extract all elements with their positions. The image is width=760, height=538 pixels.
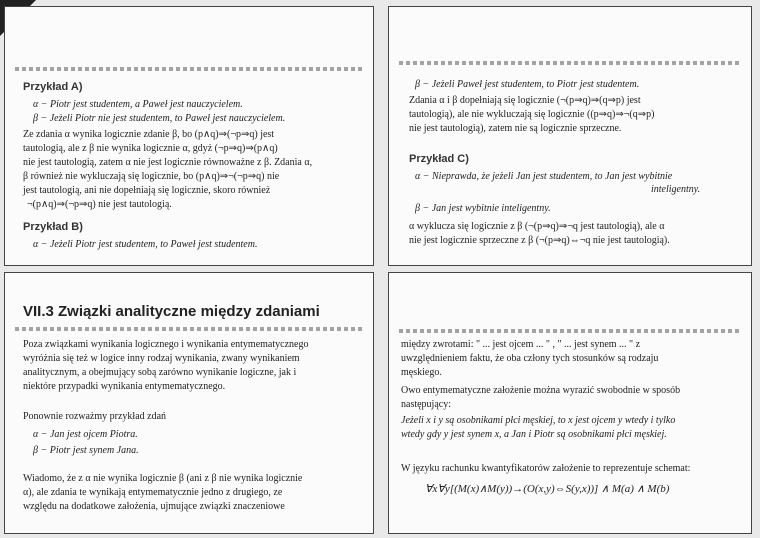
body-line: Ze zdania α wynika logicznie zdanie β, bo (p∧q)⇒(¬p⇒q) jest: [23, 129, 275, 140]
body-line: jest tautologią, ani nie dopełniają się logicznie, skoro również: [23, 185, 271, 196]
heading-example-b: Przykład B): [23, 221, 83, 233]
alpha-sentence: α − Jan jest ojcem Piotra.: [33, 429, 138, 440]
intro-line: Ponownie rozważmy przykład zdań: [23, 411, 167, 422]
body-line: ¬(p∧q)⇒(¬p⇒q) nie jest tautologią.: [27, 199, 172, 210]
body-line: Wiadomo, że z α nie wynika logicznie β (ani z β nie wynika logicznie: [23, 473, 303, 484]
beta-sentence: β − Piotr jest synem Jana.: [33, 445, 139, 456]
heading-example-c: Przykład C): [409, 153, 469, 165]
alpha-b-sentence: α − Jeżeli Piotr jest studentem, to Paweł jest studentem.: [33, 239, 258, 250]
dotted-rule: [15, 327, 363, 331]
body-line: Owo entymematyczne założenie można wyrazić swobodnie w sposób: [401, 385, 681, 396]
body-line: między zwrotami: " ... jest ojcem ... " , " ... jest synem ... " z: [401, 339, 641, 350]
body-line: analitycznym, a obejmujący sobą zarówno wynikanie logiczne, jak i: [23, 367, 297, 378]
body-line: α wyklucza się logicznie z β (¬(p⇒q)⇒¬q jest tautologią), ale α: [409, 221, 665, 232]
formula: ∀x∀y[(M(x)∧M(y))→(O(x,y)⇔S(y,x))] ∧ M(a) ∧ M(b): [425, 483, 670, 495]
dotted-rule: [399, 329, 741, 333]
alpha-c-continuation: inteligentny.: [651, 184, 701, 195]
section-title: VII.3 Związki analityczne między zdaniami: [23, 303, 320, 320]
calc-line: W języku rachunku kwantyfikatorów założenie to reprezentuje schemat:: [401, 463, 691, 474]
body-line: Zdania α i β dopełniają się logicznie (¬(p⇒q)⇒(q⇒p) jest: [409, 95, 641, 106]
body-line: męskiego.: [401, 367, 442, 378]
body-line: α), ale zdania te wynikają entymematycznie jedno z drugiego, ze: [23, 487, 283, 498]
slide-example-a: [4, 6, 374, 266]
body-line: β również nie wykluczają się logicznie, bo (p∧q)⇒¬(¬p⇒q) nie: [23, 171, 280, 182]
beta-sentence: β − Jeżeli Paweł jest studentem, to Piotr jest studentem.: [415, 79, 640, 90]
body-line: względu na dodatkowe założenia, ujmujące związki znaczeniowe: [23, 501, 285, 512]
alpha-sentence: α − Piotr jest studentem, a Paweł jest nauczycielem.: [33, 99, 243, 110]
body-line: niektóre przypadki wynikania entymematycznego.: [23, 381, 226, 392]
body-line: następujący:: [401, 399, 451, 410]
slide-example-c: [388, 6, 752, 266]
italic-assumption: Jeżeli x i y są osobnikami płci męskiej, to x jest ojcem y wtedy i tylko: [401, 415, 676, 426]
dotted-rule: [15, 67, 363, 71]
slide-enthymematic-assumption: [388, 272, 752, 534]
italic-assumption: wtedy gdy y jest synem x, a Jan i Piotr są osobnikami płci męskiej.: [401, 429, 667, 440]
body-line: nie jest tautologią), zatem nie są logicznie sprzeczne.: [409, 123, 622, 134]
body-line: nie jest tautologią, zatem α nie jest logicznie równoważne z β. Zdania α,: [23, 157, 313, 168]
beta-sentence: β − Jeżeli Piotr nie jest studentem, to Paweł jest nauczycielem.: [33, 113, 286, 124]
body-line: nie jest logicznie sprzeczne z β (¬(p⇒q)⇔¬q nie jest tautologią).: [409, 235, 670, 246]
heading-example-a: Przykład A): [23, 81, 83, 93]
slide-analytic-relations: [4, 272, 374, 534]
alpha-c-sentence: α − Nieprawda, że jeżeli Jan jest studentem, to Jan jest wybitnie: [415, 171, 673, 182]
dotted-rule: [399, 61, 741, 65]
body-line: Poza związkami wynikania logicznego i wynikania entymematycznego: [23, 339, 309, 350]
body-line: tautologią, ale z β nie wynika logicznie α, gdyż (¬p⇒q)⇒(p∧q): [23, 143, 278, 154]
body-line: tautologią), ale nie wykluczają się logicznie ((p⇒q)⇒¬(q⇒p): [409, 109, 655, 120]
beta-c-sentence: β − Jan jest wybitnie inteligentny.: [415, 203, 551, 214]
body-line: uwzględnieniem faktu, że oba człony tych stosunków są rodzaju: [401, 353, 659, 364]
body-line: wyróżnia się też w logice inny rodzaj wynikania, zwany wynikaniem: [23, 353, 300, 364]
